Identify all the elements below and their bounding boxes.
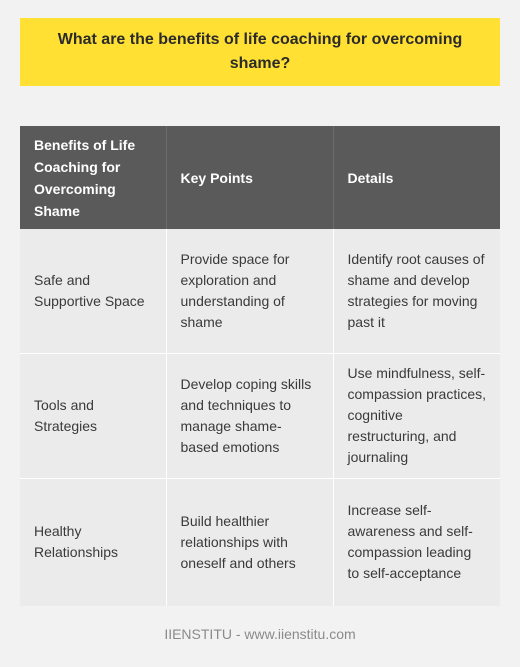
key-point-cell: Build healthier relationships with oneself and others [166, 478, 333, 606]
benefit-cell: Safe and Supportive Space [20, 229, 166, 353]
column-header-details: Details [333, 126, 500, 229]
column-header-benefits: Benefits of Life Coaching for Overcoming Shame [20, 126, 166, 229]
table-row [20, 353, 500, 478]
details-cell: Use mindfulness, self-compassion practices, cognitive restructuring, and journaling [333, 353, 500, 478]
page-title: What are the benefits of life coaching for overcoming shame? [57, 31, 463, 72]
benefit-cell: Tools and Strategies [20, 353, 166, 478]
details-cell: Identify root causes of shame and develop strategies for moving past it [333, 229, 500, 353]
column-header-key-points: Key Points [166, 126, 333, 229]
title-banner [20, 18, 500, 86]
footer-credit: IIENSTITU - www.iienstitu.com [164, 626, 356, 642]
table-row [20, 478, 500, 606]
table-header-row [20, 126, 500, 229]
benefit-cell: Healthy Relationships [20, 478, 166, 606]
table-row [20, 229, 500, 353]
key-point-cell: Develop coping skills and techniques to manage shame-based emotions [166, 353, 333, 478]
details-cell: Increase self-awareness and self-compassion leading to self-acceptance [333, 478, 500, 606]
key-point-cell: Provide space for exploration and understanding of shame [166, 229, 333, 353]
benefits-table [20, 126, 500, 606]
